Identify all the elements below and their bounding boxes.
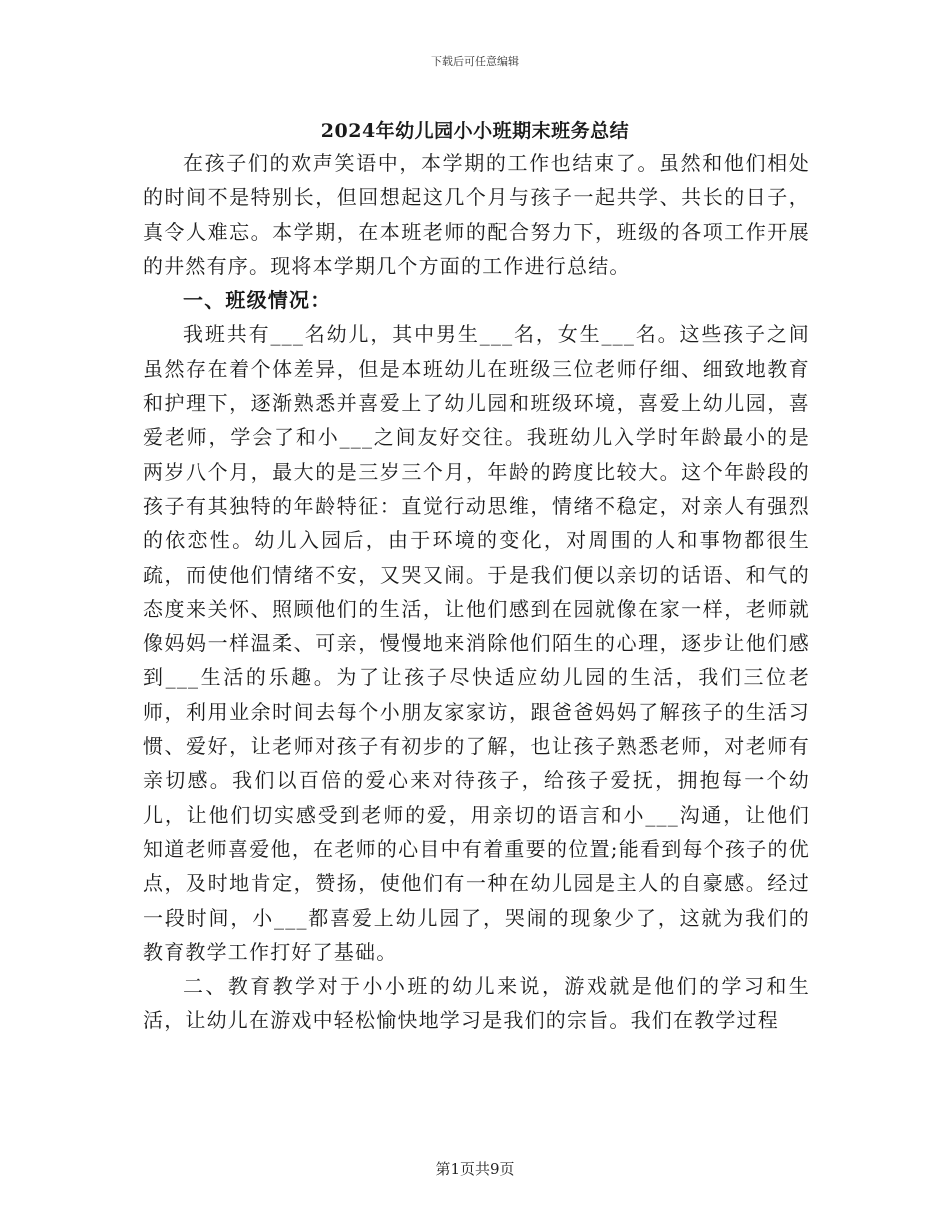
- header-note: 下载后可任意编辑: [431, 55, 519, 68]
- section2-paragraph: 二、教育教学对于小小班的幼儿来说，游戏就是他们的学习和生活，让幼儿在游戏中轻松愉快地学习是我们的宗旨。我们在教学过程: [143, 974, 810, 1033]
- page-number-footer: 第1页共9页: [435, 1160, 515, 1178]
- section1-heading: 一、班级情况：: [183, 288, 332, 313]
- document-body: [143, 146, 810, 1038]
- document-title: 2024年幼儿园小小班期末班务总结: [320, 120, 630, 142]
- intro-paragraph: 在孩子们的欢声笑语中，本学期的工作也结束了。虽然和他们相处的时间不是特别长，但回想起这几个月与孩子一起共学、共长的日子，真令人难忘。本学期，在本班老师的配合努力下，班级的各项工作开展的井然有序。现将本学期几个方面的工作进行总结。: [143, 151, 810, 278]
- section1-paragraph: 我班共有___名幼儿，其中男生___名，女生___名。这些孩子之间虽然存在着个体差异，但是本班幼儿在班级三位老师仔细、细致地教育和护理下，逐渐熟悉并喜爱上了幼儿园和班级环境，喜爱上幼儿园，喜爱老师，学会了和小___之间友好交往。我班幼儿入学时年龄最小的是两岁八个月，最大的是三岁三个月，年龄的跨度比较大。这个年龄段的孩子有其独特的年龄特征：直觉行动思维，情绪不稳定，对亲人有强烈的依恋性。幼儿入园后，由于环境的变化，对周围的人和事物都很生疏，而使他们情绪不安，又哭又闹。于是我们便以亲切的话语、和气的态度来关怀、照顾他们的生活，让他们感到在园就像在家一样，老师就像妈妈一样温柔、可亲，慢慢地来消除他们陌生的心理，逐步让他们感到___生活的乐趣。为了让孩子尽快适应幼儿园的生活，我们三位老师，利用业余时间去每个小朋友家家访，跟爸爸妈妈了解孩子的生活习惯、爱好，让老师对孩子有初步的了解，也让孩子熟悉老师，对老师有亲切感。我们以百倍的爱心来对待孩子，给孩子爱抚，拥抱每一个幼儿，让他们切实感受到老师的爱，用亲切的语言和小___沟通，让他们知道老师喜爱他，在老师的心目中有着重要的位置;能看到每个孩子的优点，及时地肯定，赞扬，使他们有一种在幼儿园是主人的自豪感。经过一段时间，小___都喜爱上幼儿园了，哭闹的现象少了，这就为我们的教育教学工作打好了基础。: [143, 322, 810, 964]
